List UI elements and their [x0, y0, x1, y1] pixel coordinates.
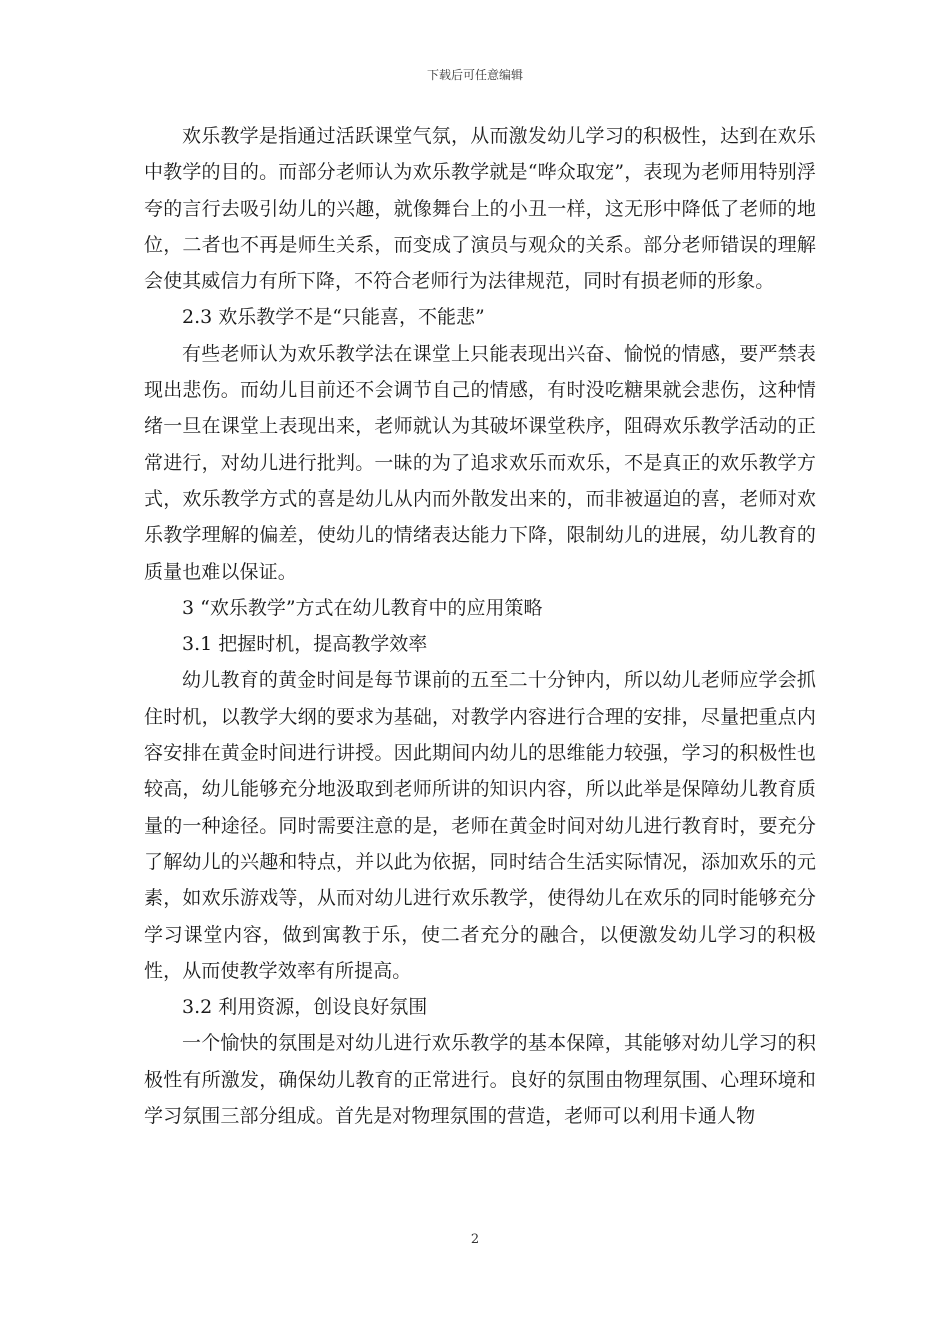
page-number: 2	[470, 1232, 480, 1247]
document-body	[144, 118, 816, 1134]
paragraph-1: 欢乐教学是指通过活跃课堂气氛，从而激发幼儿学习的积极性，达到在欢乐中教学的目的。而部分老师认为欢乐教学就是“哗众取宠”，表现为老师用特别浮夸的言行去吸引幼儿的兴趣，就像舞台上的小丑一样，这无形中降低了老师的地位，二者也不再是师生关系，而变成了演员与观众的关系。部分老师错误的理解会使其威信力有所下降，不符合老师行为法律规范，同时有损老师的形象。	[144, 125, 816, 293]
section-heading-2-3: 2.3 欢乐教学不是“只能喜，不能悲”	[182, 306, 485, 329]
paragraph-4: 一个愉快的氛围是对幼儿进行欢乐教学的基本保障，其能够对幼儿学习的积极性有所激发，确保幼儿教育的正常进行。良好的氛围由物理氛围、心理环境和学习氛围三部分组成。首先是对物理氛围的营造，老师可以利用卡通人物	[144, 1032, 816, 1128]
section-heading-3-2: 3.2 利用资源，创设良好氛围	[182, 996, 428, 1019]
page-header-note: 下载后可任意编辑	[426, 68, 523, 82]
paragraph-3: 幼儿教育的黄金时间是每节课前的五至二十分钟内，所以幼儿老师应学会抓住时机，以教学大纲的要求为基础，对教学内容进行合理的安排，尽量把重点内容安排在黄金时间进行讲授。因此期间内幼儿的思维能力较强，学习的积极性也较高，幼儿能够充分地汲取到老师所讲的知识内容，所以此举是保障幼儿教育质量的一种途径。同时需要注意的是，老师在黄金时间对幼儿进行教育时，要充分了解幼儿的兴趣和特点，并以此为依据，同时结合生活实际情况，添加欢乐的元素，如欢乐游戏等，从而对幼儿进行欢乐教学，使得幼儿在欢乐的同时能够充分学习课堂内容，做到寓教于乐，使二者充分的融合，以便激发幼儿学习的积极性，从而使教学效率有所提高。	[144, 669, 816, 982]
section-heading-3-1: 3.1 把握时机，提高教学效率	[182, 633, 428, 656]
paragraph-2: 有些老师认为欢乐教学法在课堂上只能表现出兴奋、愉悦的情感，要严禁表现出悲伤。而幼儿目前还不会调节自己的情感，有时没吃糖果就会悲伤，这种情绪一旦在课堂上表现出来，老师就认为其破坏课堂秩序，阻碍欢乐教学活动的正常进行，对幼儿进行批判。一昧的为了追求欢乐而欢乐，不是真正的欢乐教学方式，欢乐教学方式的喜是幼儿从内而外散发出来的，而非被逼迫的喜，老师对欢乐教学理解的偏差，使幼儿的情绪表达能力下降，限制幼儿的进展，幼儿教育的质量也难以保证。	[144, 342, 816, 583]
section-heading-3: 3 “欢乐教学”方式在幼儿教育中的应用策略	[182, 596, 543, 619]
